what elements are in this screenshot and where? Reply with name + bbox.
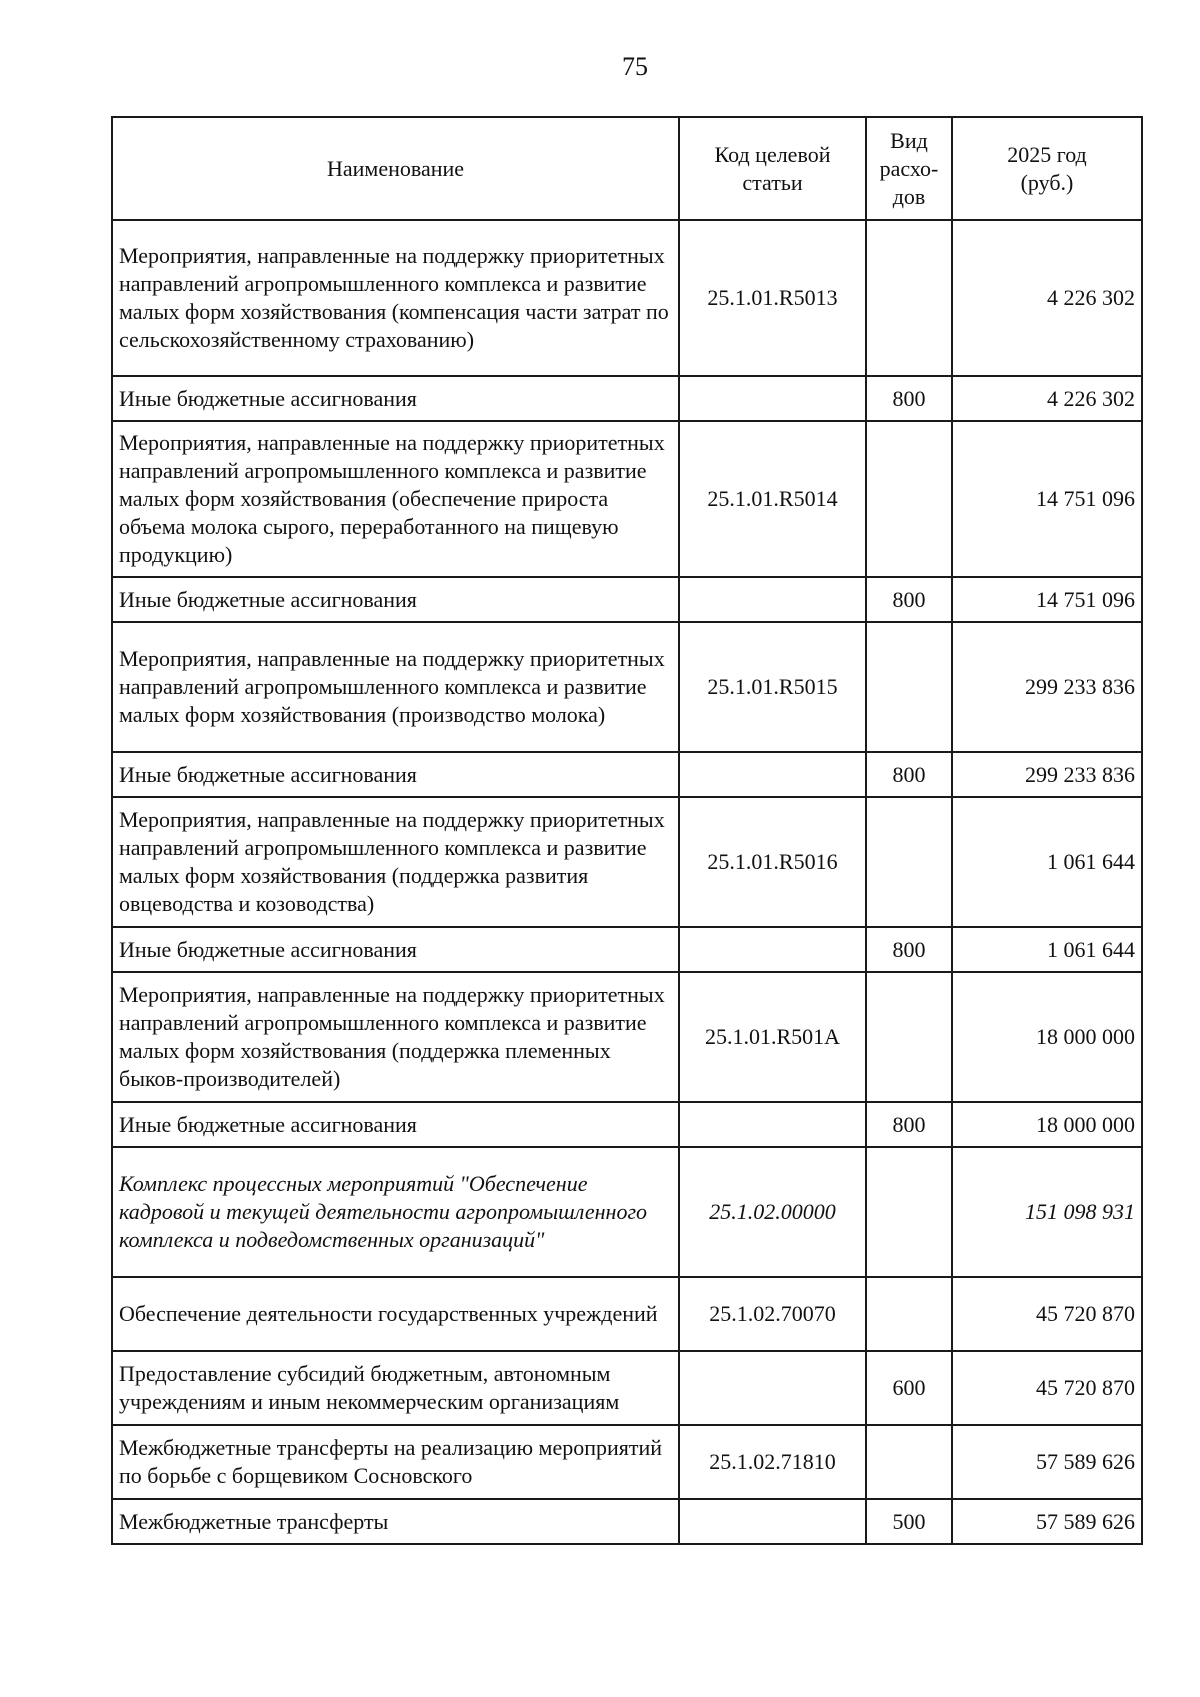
page-number: 75	[622, 52, 648, 81]
row-name: Мероприятия, направленные на поддержку приоритетных направлений агропромышленного комплекса и развитие малых форм хозяйствования (поддержка племенных быков-производителей)	[112, 972, 679, 1102]
row-code	[679, 1499, 866, 1544]
row-code: 25.1.01.R501A	[679, 972, 866, 1102]
table-row	[112, 1277, 1142, 1351]
row-name: Мероприятия, направленные на поддержку приоритетных направлений агропромышленного комплекса и развитие малых форм хозяйствования (обеспечение прироста объема молока сырого, переработанного на пищевую продукцию)	[112, 421, 679, 577]
row-sum: 45 720 870	[952, 1277, 1142, 1351]
header-code: Код целевой статьи	[679, 117, 866, 220]
row-code: 25.1.01.R5016	[679, 797, 866, 927]
table-row	[112, 1425, 1142, 1499]
table-row	[112, 1499, 1142, 1544]
row-sum: 4 226 302	[952, 220, 1142, 376]
row-sum: 1 061 644	[952, 927, 1142, 972]
row-name: Иные бюджетные ассигнования	[112, 376, 679, 421]
row-name: Обеспечение деятельности государственных учреждений	[112, 1277, 679, 1351]
row-sum: 18 000 000	[952, 1102, 1142, 1147]
row-code: 25.1.02.70070	[679, 1277, 866, 1351]
row-code: 25.1.01.R5013	[679, 220, 866, 376]
table-row	[112, 1102, 1142, 1147]
row-kind	[866, 972, 952, 1102]
table-row	[112, 797, 1142, 927]
row-kind: 800	[866, 752, 952, 797]
table-row-section	[112, 1147, 1142, 1277]
table-header-row	[112, 117, 1142, 220]
table-row	[112, 220, 1142, 376]
row-sum: 4 226 302	[952, 376, 1142, 421]
row-sum: 57 589 626	[952, 1425, 1142, 1499]
row-name: Иные бюджетные ассигнования	[112, 752, 679, 797]
header-kind: Вид расхо-дов	[866, 117, 952, 220]
row-name: Иные бюджетные ассигнования	[112, 927, 679, 972]
row-kind	[866, 1147, 952, 1277]
row-name: Иные бюджетные ассигнования	[112, 577, 679, 622]
row-name: Комплекс процессных мероприятий "Обеспечение кадровой и текущей деятельности агропромышленного комплекса и подведомственных организаций"	[112, 1147, 679, 1277]
row-sum: 14 751 096	[952, 421, 1142, 577]
row-name: Мероприятия, направленные на поддержку приоритетных направлений агропромышленного комплекса и развитие малых форм хозяйствования (компенсация части затрат по сельскохозяйственному страхованию)	[112, 220, 679, 376]
row-code: 25.1.02.71810	[679, 1425, 866, 1499]
table-row	[112, 577, 1142, 622]
row-code	[679, 927, 866, 972]
row-kind	[866, 797, 952, 927]
row-sum: 1 061 644	[952, 797, 1142, 927]
row-kind: 800	[866, 1102, 952, 1147]
row-kind: 600	[866, 1351, 952, 1425]
row-sum: 18 000 000	[952, 972, 1142, 1102]
row-sum: 14 751 096	[952, 577, 1142, 622]
row-code	[679, 1351, 866, 1425]
row-kind: 800	[866, 577, 952, 622]
row-code	[679, 577, 866, 622]
row-sum: 299 233 836	[952, 752, 1142, 797]
row-code: 25.1.01.R5014	[679, 421, 866, 577]
row-name: Межбюджетные трансферты	[112, 1499, 679, 1544]
table-row	[112, 622, 1142, 752]
row-kind: 800	[866, 927, 952, 972]
row-name: Межбюджетные трансферты на реализацию мероприятий по борьбе с борщевиком Сосновского	[112, 1425, 679, 1499]
table-row	[112, 1351, 1142, 1425]
row-sum: 45 720 870	[952, 1351, 1142, 1425]
row-kind	[866, 421, 952, 577]
row-code	[679, 752, 866, 797]
row-kind	[866, 1277, 952, 1351]
row-name: Мероприятия, направленные на поддержку приоритетных направлений агропромышленного комплекса и развитие малых форм хозяйствования (поддержка развития овцеводства и козоводства)	[112, 797, 679, 927]
row-name: Иные бюджетные ассигнования	[112, 1102, 679, 1147]
row-name: Предоставление субсидий бюджетным, автономным учреждениям и иным некоммерческим организациям	[112, 1351, 679, 1425]
header-name: Наименование	[112, 117, 679, 220]
row-code: 25.1.01.R5015	[679, 622, 866, 752]
table-row	[112, 927, 1142, 972]
table-row	[112, 972, 1142, 1102]
row-kind	[866, 1425, 952, 1499]
row-sum: 299 233 836	[952, 622, 1142, 752]
row-kind	[866, 220, 952, 376]
row-code	[679, 376, 866, 421]
table-row	[112, 752, 1142, 797]
row-kind: 500	[866, 1499, 952, 1544]
row-sum: 57 589 626	[952, 1499, 1142, 1544]
table-row	[112, 421, 1142, 577]
row-kind	[866, 622, 952, 752]
row-code	[679, 1102, 866, 1147]
table-row	[112, 376, 1142, 421]
row-code: 25.1.02.00000	[679, 1147, 866, 1277]
budget-table	[111, 116, 1143, 1545]
row-kind: 800	[866, 376, 952, 421]
row-sum: 151 098 931	[952, 1147, 1142, 1277]
header-sum: 2025 год (руб.)	[952, 117, 1142, 220]
row-name: Мероприятия, направленные на поддержку приоритетных направлений агропромышленного комплекса и развитие малых форм хозяйствования (производство молока)	[112, 622, 679, 752]
